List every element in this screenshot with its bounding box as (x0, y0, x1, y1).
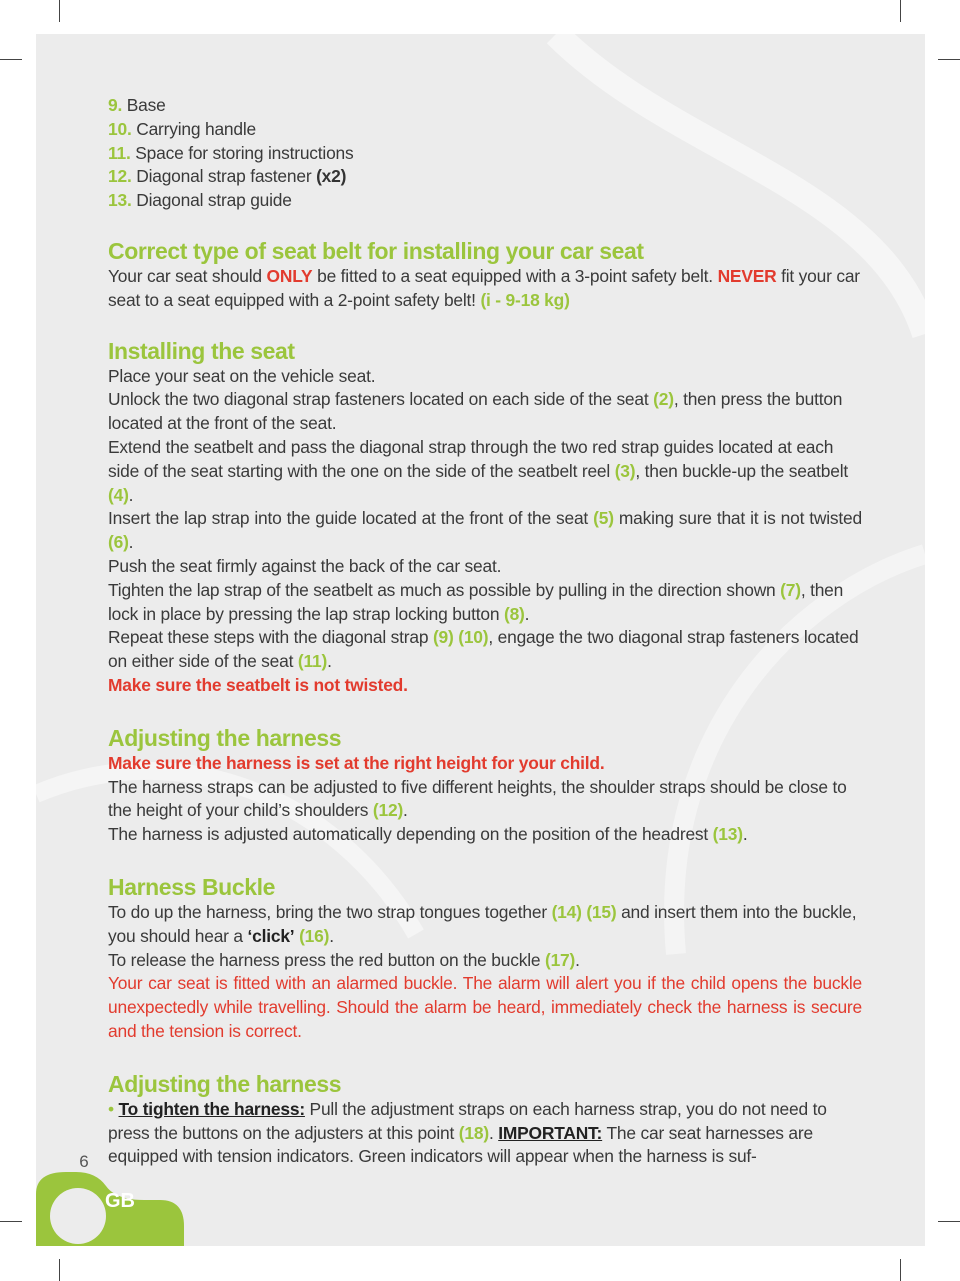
alarm-buckle-notice: Your car seat is fitted with an alarmed buckle. The alarm will alert you if the child opens the buckle unexpectedly while travelling. Should the alarm be heard, immediately check the harness is secure and the tension is correct. (108, 973, 862, 1041)
buckle-paragraph: To release the harness press the red button on the buckle (17). (108, 949, 580, 970)
crop-mark (0, 59, 22, 60)
crop-mark (900, 1259, 901, 1281)
section-heading-seat-belt: Correct type of seat belt for installing your car seat (108, 237, 644, 264)
bullet-icon: • (108, 1098, 114, 1119)
install-step: Unlock the two diagonal strap fasteners located on each side of the seat (2), then press the button located at the front of the seat. (108, 389, 843, 434)
install-step: Push the seat firmly against the back of the car seat. (108, 555, 502, 576)
install-step: Place your seat on the vehicle seat. (108, 365, 376, 386)
tighten-harness-paragraph: • To tighten the harness: Pull the adjustment straps on each harness strap, you do not need to press the buttons on the adjusters at this point (18). IMPORTANT: The car seat harnesses are equipped with tension indicators. Green indicators will appear when the harness is suf- (108, 1098, 827, 1167)
seat-belt-paragraph: Your car seat should ONLY be fitted to a seat equipped with a 3-point safety belt. NEVER fit your car seat to a seat equipped with a 2-point safety belt! (i - 9-18 kg) (108, 265, 860, 310)
install-step: Insert the lap strap into the guide located at the front of the seat (5) making sure that it is not twisted (6). (108, 508, 862, 553)
install-warning: Make sure the seatbelt is not twisted. (108, 674, 408, 695)
crop-mark (938, 1221, 960, 1222)
install-step: Repeat these steps with the diagonal strap (9) (10), engage the two diagonal strap fasteners located on either side of the seat (11). (108, 627, 859, 672)
manual-page (36, 34, 925, 1246)
install-step: Extend the seatbelt and pass the diagonal strap through the two red strap guides located at each side of the seat starting with the one on the side of the seatbelt reel (3), then buckle-up the seatbelt (4). (108, 436, 849, 505)
list-item: 12. Diagonal strap fastener (x2) (108, 166, 347, 187)
harness-paragraph: The harness straps can be adjusted to five different heights, the shoulder straps should be close to the height of your child’s shoulders (12). (108, 776, 847, 821)
section-heading-adjusting-harness: Adjusting the harness (108, 724, 342, 751)
install-step: Tighten the lap strap of the seatbelt as much as possible by pulling in the direction shown (7), then lock in place by pressing the lap strap locking button (8). (108, 579, 844, 624)
page-number: 6 (79, 1152, 89, 1171)
crop-mark (59, 1259, 60, 1281)
crop-mark (0, 1221, 22, 1222)
section-heading-installing: Installing the seat (108, 337, 295, 364)
crop-mark (900, 0, 901, 22)
list-item: 9. Base (108, 95, 166, 115)
harness-paragraph: The harness is adjusted automatically depending on the position of the headrest (13). (108, 824, 748, 845)
buckle-paragraph: To do up the harness, bring the two strap tongues together (14) (15) and insert them into the buckle, you should hear a ‘click’ (16). (108, 901, 857, 946)
crop-mark (938, 59, 960, 60)
parts-list (108, 94, 862, 213)
language-code: GB (105, 1190, 135, 1212)
list-item: 11. Space for storing instructions (108, 142, 354, 163)
harness-warning: Make sure the harness is set at the right height for your child. (108, 752, 605, 773)
list-item: 10. Carrying handle (108, 118, 256, 139)
section-heading-adjusting-harness-2: Adjusting the harness (108, 1070, 342, 1097)
list-item: 13. Diagonal strap guide (108, 190, 292, 211)
page-content (108, 94, 862, 1169)
crop-mark (59, 0, 60, 22)
section-heading-harness-buckle: Harness Buckle (108, 873, 275, 900)
